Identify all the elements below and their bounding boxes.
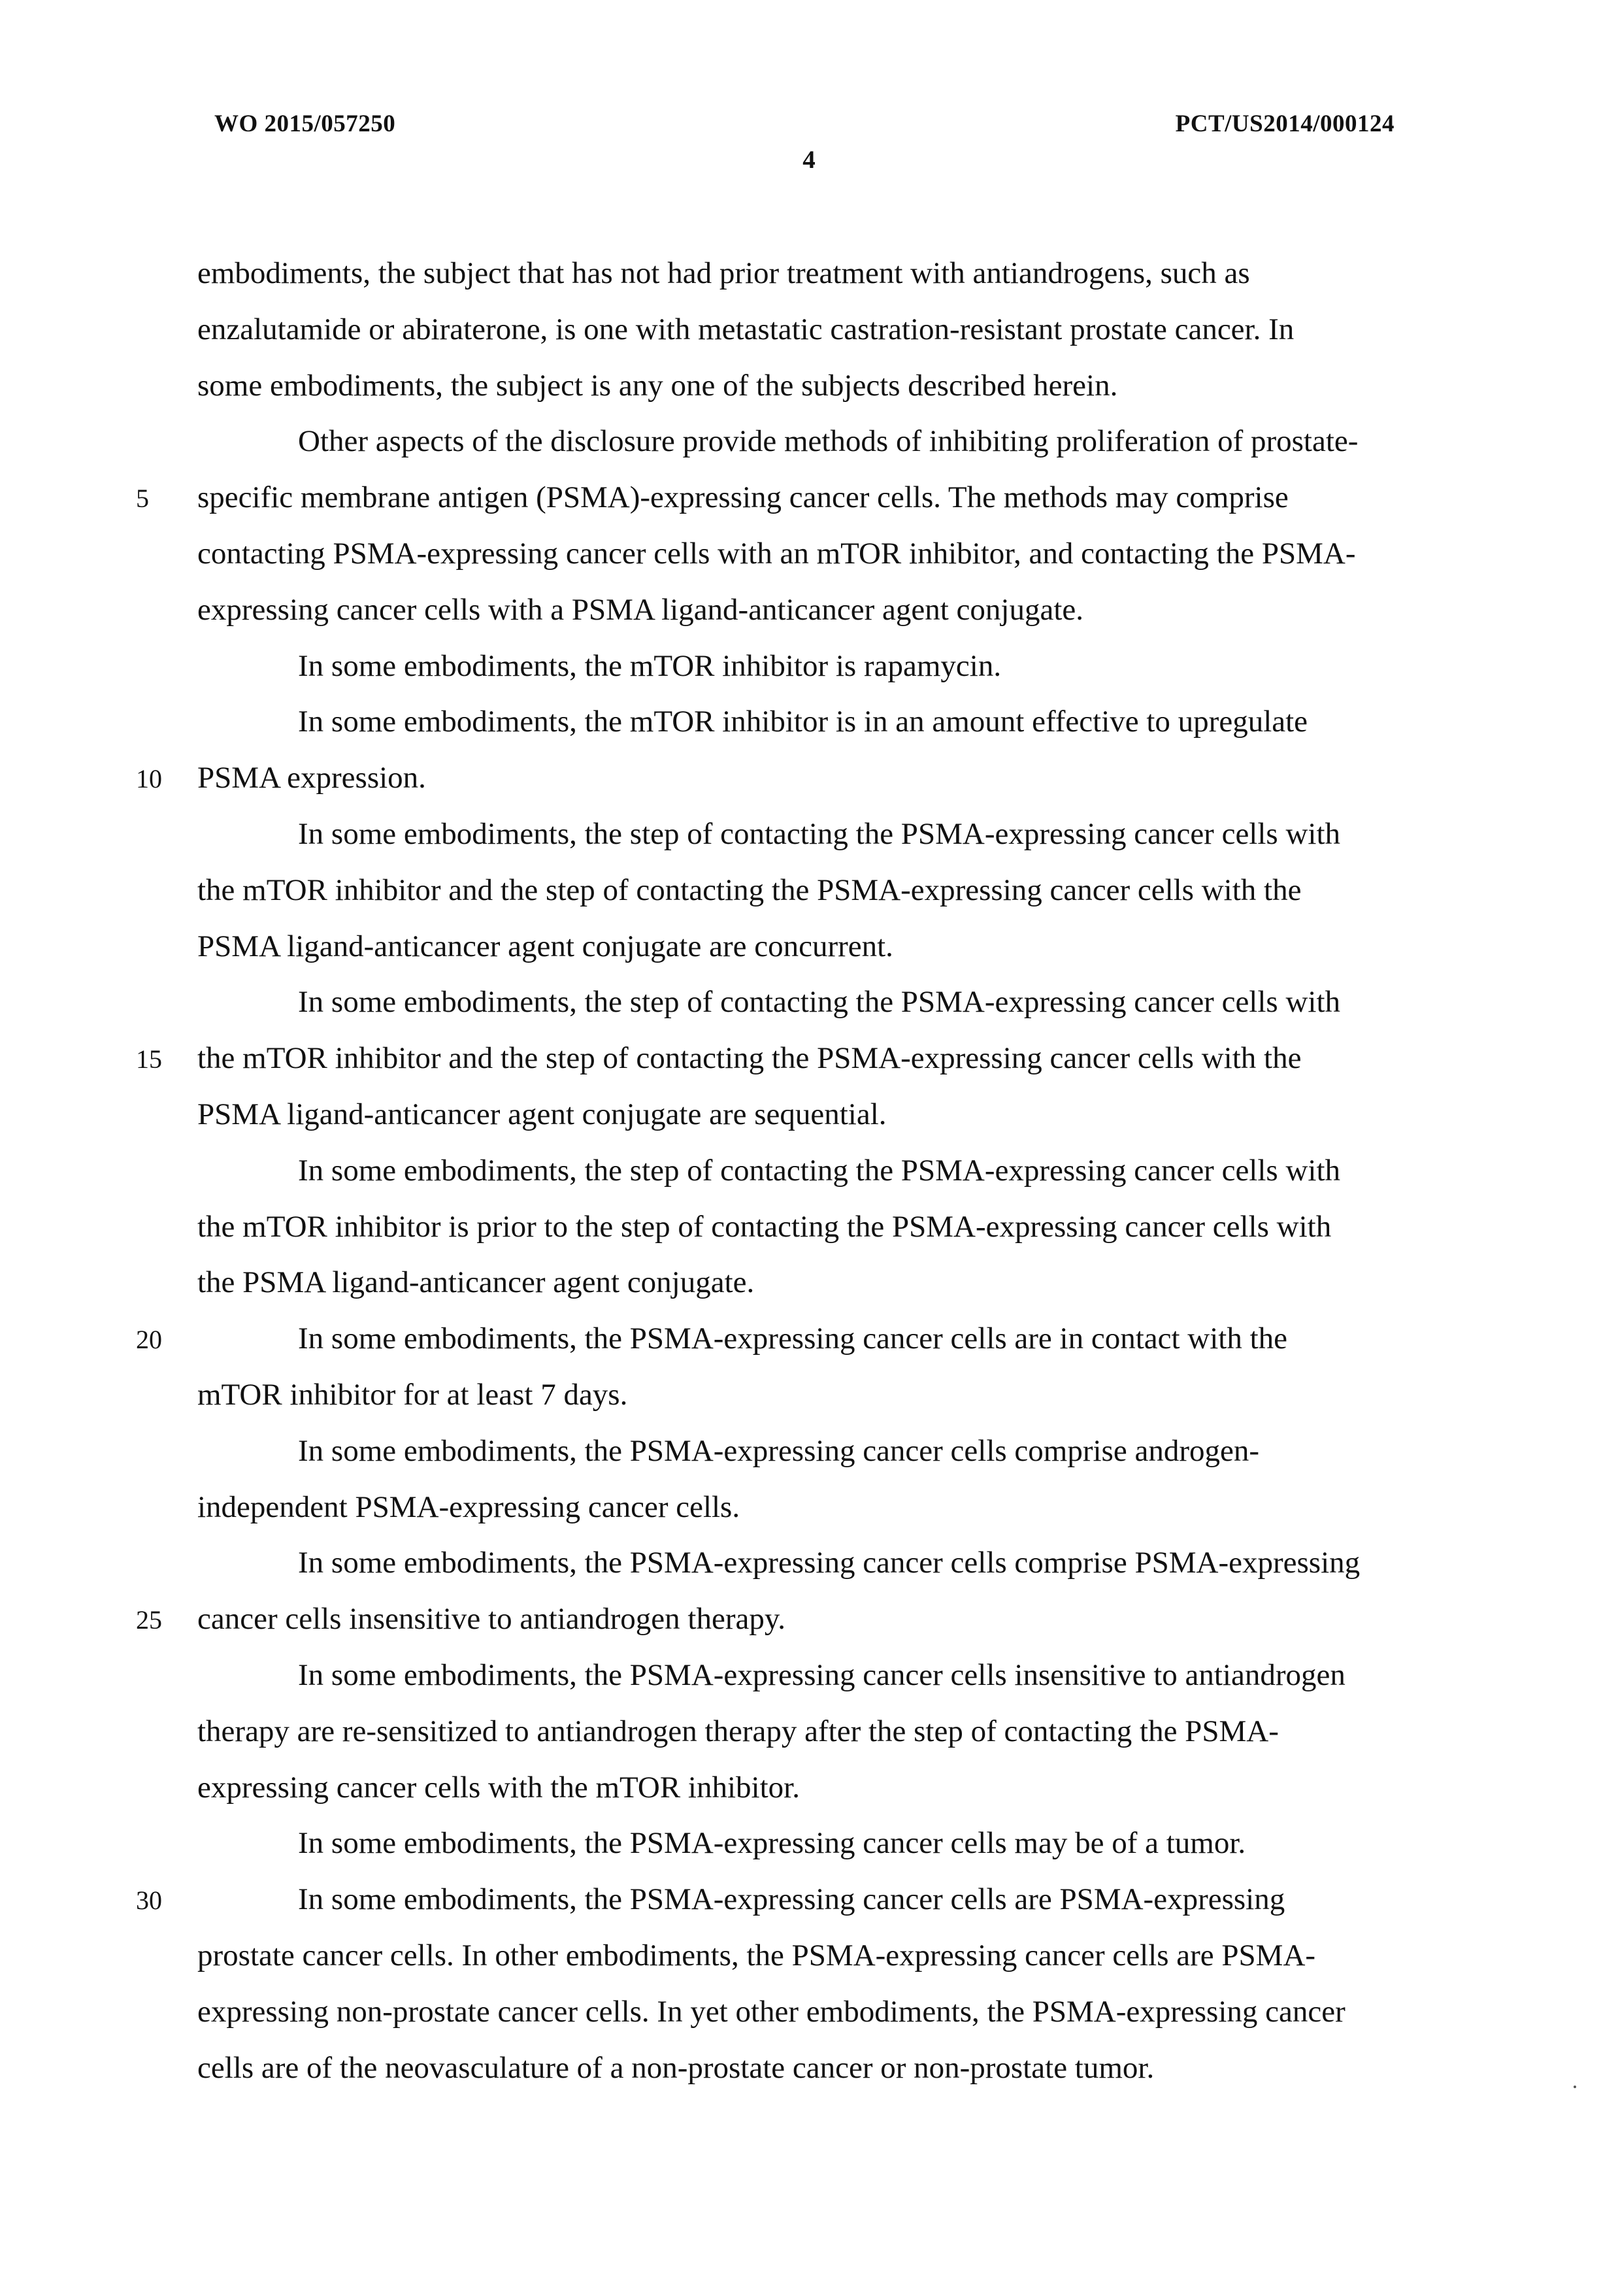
text-line: enzalutamide or abiraterone, is one with metastatic castration-resistant prostate cancer. In: [197, 312, 1295, 346]
text-line: mTOR inhibitor for at least 7 days.: [197, 1378, 628, 1412]
text-line: PSMA expression.: [197, 761, 426, 795]
text-line: the mTOR inhibitor and the step of contacting the PSMA-expressing cancer cells with the: [197, 873, 1302, 907]
text-line: expressing non-prostate cancer cells. In yet other embodiments, the PSMA-expressing cancer: [197, 1994, 1346, 2029]
text-line: therapy are re-sensitized to antiandrogen therapy after the step of contacting the PSMA-: [197, 1714, 1279, 1748]
text-line: In some embodiments, the step of contacting the PSMA-expressing cancer cells with: [298, 1153, 1341, 1188]
text-line: the mTOR inhibitor and the step of contacting the PSMA-expressing cancer cells with the: [197, 1041, 1302, 1076]
text-line: In some embodiments, the PSMA-expressing cancer cells are in contact with the: [298, 1322, 1288, 1356]
text-line: cancer cells insensitive to antiandrogen therapy.: [197, 1602, 786, 1637]
stray-mark: [1574, 2086, 1576, 2088]
publication-number: WO 2015/057250: [214, 110, 396, 137]
text-line: specific membrane antigen (PSMA)-expressing cancer cells. The methods may comprise: [197, 480, 1289, 515]
text-line: In some embodiments, the PSMA-expressing cancer cells are PSMA-expressing: [298, 1882, 1285, 1917]
line-number: 5: [136, 484, 149, 514]
text-line: In some embodiments, the mTOR inhibitor is rapamycin.: [298, 648, 1002, 683]
line-number: 25: [136, 1605, 162, 1635]
text-line: In some embodiments, the PSMA-expressing cancer cells comprise androgen-: [298, 1433, 1259, 1468]
page-number: 4: [802, 146, 816, 174]
text-line: the mTOR inhibitor is prior to the step of contacting the PSMA-expressing cancer cells with: [197, 1209, 1332, 1244]
text-line: some embodiments, the subject is any one of the subjects described herein.: [197, 368, 1118, 403]
text-line: PSMA ligand-anticancer agent conjugate are sequential.: [197, 1097, 887, 1131]
text-line: embodiments, the subject that has not had prior treatment with antiandrogens, such as: [197, 256, 1250, 290]
text-line: In some embodiments, the mTOR inhibitor is in an amount effective to upregulate: [298, 705, 1308, 739]
line-number: 20: [136, 1325, 162, 1355]
text-line: In some embodiments, the step of contacting the PSMA-expressing cancer cells with: [298, 985, 1341, 1020]
text-line: In some embodiments, the PSMA-expressing cancer cells insensitive to antiandrogen: [298, 1658, 1346, 1692]
text-line: PSMA ligand-anticancer agent conjugate are concurrent.: [197, 929, 893, 963]
text-line: Other aspects of the disclosure provide methods of inhibiting proliferation of prostate-: [298, 424, 1359, 459]
text-line: expressing cancer cells with the mTOR inhibitor.: [197, 1770, 800, 1805]
text-line: In some embodiments, the PSMA-expressing cancer cells may be of a tumor.: [298, 1826, 1246, 1861]
line-number: 10: [136, 764, 162, 794]
text-line: contacting PSMA-expressing cancer cells with an mTOR inhibitor, and contacting the PSMA-: [197, 537, 1356, 571]
text-line: prostate cancer cells. In other embodiments, the PSMA-expressing cancer cells are PSMA-: [197, 1938, 1316, 1972]
text-line: the PSMA ligand-anticancer agent conjugate.: [197, 1265, 755, 1300]
text-line: In some embodiments, the step of contacting the PSMA-expressing cancer cells with: [298, 817, 1341, 851]
line-number: 30: [136, 1886, 162, 1916]
text-line: independent PSMA-expressing cancer cells.: [197, 1489, 740, 1524]
text-line: cells are of the neovasculature of a non-prostate cancer or non-prostate tumor.: [197, 2050, 1155, 2085]
application-number: PCT/US2014/000124: [1175, 110, 1395, 137]
text-line: In some embodiments, the PSMA-expressing cancer cells comprise PSMA-expressing: [298, 1546, 1361, 1580]
text-line: expressing cancer cells with a PSMA ligand-anticancer agent conjugate.: [197, 592, 1084, 627]
line-number: 15: [136, 1044, 162, 1074]
